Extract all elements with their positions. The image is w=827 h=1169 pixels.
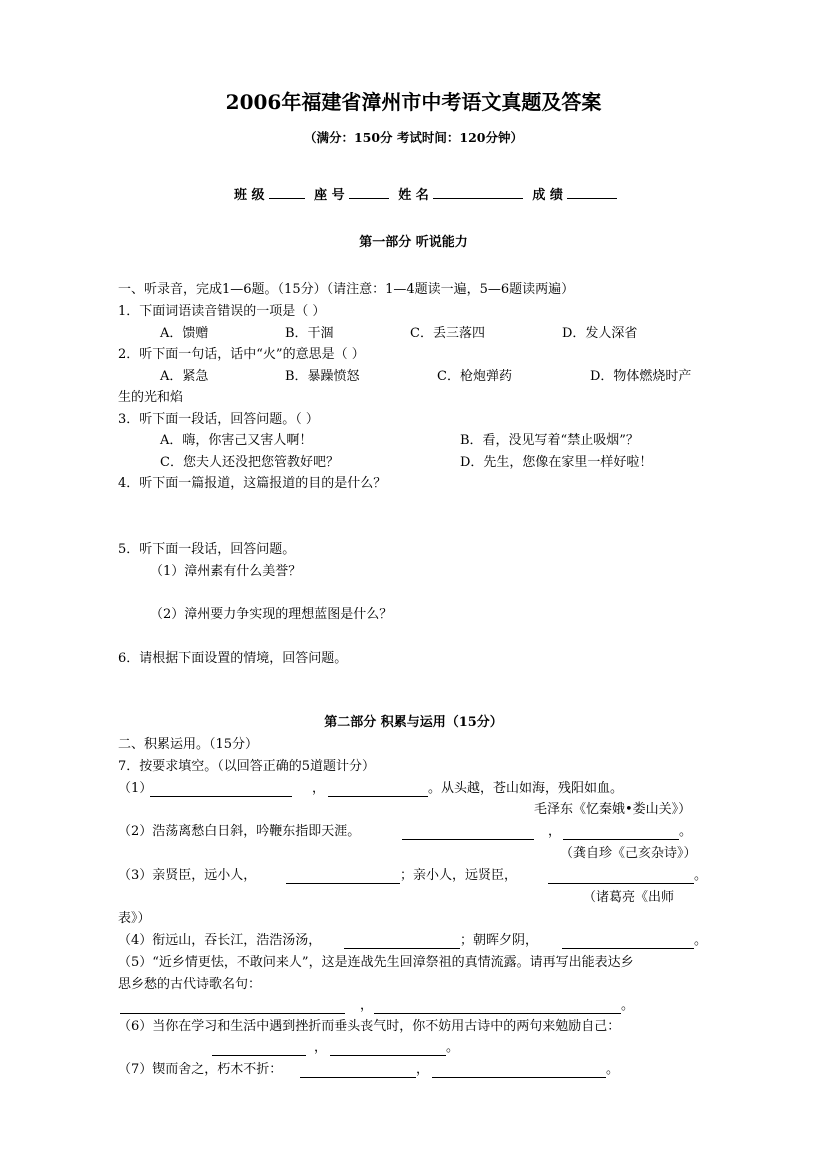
q2-stem: 2．听下面一句话，话中“火”的意思是（ ） [118,347,365,362]
q7-item3-text: （3）亲贤臣，远小人， [118,868,257,883]
class-label: 班 级 [234,188,265,203]
student-info-row [234,186,617,202]
q7-item4-blank-1[interactable] [344,948,460,949]
q7-item6-blank-2[interactable] [330,1055,446,1056]
q1-option-c[interactable]: C．丢三落四 [410,326,485,341]
page-title: 2006年福建省漳州市中考语文真题及答案 [225,90,602,114]
q7-item7-blank-1[interactable] [300,1077,416,1078]
q1-option-a[interactable]: A．馈赠 [160,326,209,341]
score-label: 成 绩 [532,188,563,203]
q6-stem: 6．请根据下面设置的情境，回答问题。 [118,651,348,666]
q7-item6-comma: ， [314,1040,328,1055]
q2-option-d-wrap: 生的光和焰 [118,390,184,405]
q7-item2-blank-1[interactable] [402,839,534,840]
q7-item4-blank-2[interactable] [562,948,694,949]
class-blank[interactable] [269,186,305,199]
q7-item2-period: 。 [679,824,693,839]
q7-item6-line1: （6）当你在学习和生活中遇到挫折而垂头丧气时，你不妨用古诗中的两句来勉励自己： [118,1019,621,1034]
q7-item5-blank-1[interactable] [120,1013,345,1014]
q7-item7-blank-2[interactable] [432,1077,606,1078]
q7-item2-text: （2）浩荡离愁白日斜，吟鞭东指即天涯。 [118,824,361,839]
q3-option-c[interactable]: C．您夫人还没把您管教好吧？ [160,455,339,470]
seat-blank[interactable] [349,186,389,199]
q7-item4-text: （4）衔远山，吞长江，浩浩汤汤， [118,933,322,948]
q7-item2-source: （龚自珍《己亥杂诗》） [560,846,697,861]
exam-subtitle: （满分：150分 考试时间：120分钟） [303,130,524,145]
seat-label: 座 号 [314,188,345,203]
q7-item5-comma: ， [360,998,374,1013]
q4-stem: 4．听下面一篇报道，这篇报道的目的是什么？ [118,476,387,491]
name-label: 姓 名 [398,188,429,203]
q2-option-d[interactable]: D．物体燃烧时产 [590,369,692,384]
q3-stem: 3．听下面一段话，回答问题。（ ） [118,412,319,427]
name-blank[interactable] [433,186,523,199]
q1-option-d[interactable]: D．发人深省 [562,326,638,341]
q7-item3-mid: ；亲小人，远贤臣， [400,868,518,883]
q7-item6-period: 。 [446,1040,460,1055]
q5-sub1: （1）漳州素有什么美誉？ [150,564,302,579]
q7-item4-period: 。 [694,933,708,948]
q7-item7-text: （7）锲而舍之，朽木不折： [118,1062,283,1077]
q7-item1-blank-1[interactable] [150,796,292,797]
part1-intro: 一、听录音，完成1—6题。（15分）（请注意：1—4题读一遍，5—6题读两遍） [118,282,575,297]
q7-item7-period: 。 [606,1062,620,1077]
part2-intro: 二、积累运用。（15分） [118,737,259,752]
q7-item5-blank-2[interactable] [374,1013,621,1014]
q7-item1-text: 。从头越，苍山如海，残阳如血。 [428,781,624,796]
q7-item1-number: （1） [118,781,153,796]
q7-item3-period: 。 [694,868,708,883]
q7-item5-line2: 思乡愁的古代诗歌名句： [118,977,262,992]
q1-option-b[interactable]: B．干涸 [285,326,334,341]
q5-sub2: （2）漳州要力争实现的理想蓝图是什么？ [150,607,393,622]
q7-item3-source: （诸葛亮《出师 [583,890,675,905]
q2-option-a[interactable]: A．紧急 [160,369,209,384]
q7-item3-blank-2[interactable] [548,883,694,884]
q7-item3-blank-1[interactable] [286,883,400,884]
q7-item5-line1: （5）“近乡情更怯，不敢问来人”，这是连战先生回漳祭祖的真情流露。请再写出能表达乡 [118,955,634,970]
q7-item3-source-wrap: 表》） [118,911,151,926]
part2-heading: 第二部分 积累与运用（15分） [324,715,503,730]
q7-item1-blank-2[interactable] [328,796,428,797]
q7-item5-period: 。 [621,998,635,1013]
q7-item4-mid: ；朝晖夕阴， [460,933,539,948]
q5-stem: 5．听下面一段话，回答问题。 [118,542,296,557]
q7-item7-comma: ， [416,1062,430,1077]
q2-option-c[interactable]: C．枪炮弹药 [437,369,512,384]
q2-option-b[interactable]: B．暴躁愤怒 [285,369,360,384]
q7-item6-blank-1[interactable] [212,1055,306,1056]
q3-option-b[interactable]: B．看，没见写着“禁止吸烟”？ [460,433,639,448]
q7-item1-source: 毛泽东《忆秦娥•娄山关》） [534,802,692,817]
part1-heading: 第一部分 听说能力 [359,235,468,250]
q7-item2-comma: ， [548,824,562,839]
q7-stem: 7．按要求填空。（以回答正确的5道题计分） [118,759,376,774]
score-blank[interactable] [567,186,617,199]
q3-option-d[interactable]: D．先生，您像在家里一样好啦！ [460,455,653,470]
q3-option-a[interactable]: A．嗨，你害己又害人啊！ [160,433,313,448]
q7-item1-comma: ， [312,781,326,796]
q7-item2-blank-2[interactable] [563,839,679,840]
q1-stem: 1．下面词语读音错误的一项是（ ） [118,304,326,319]
